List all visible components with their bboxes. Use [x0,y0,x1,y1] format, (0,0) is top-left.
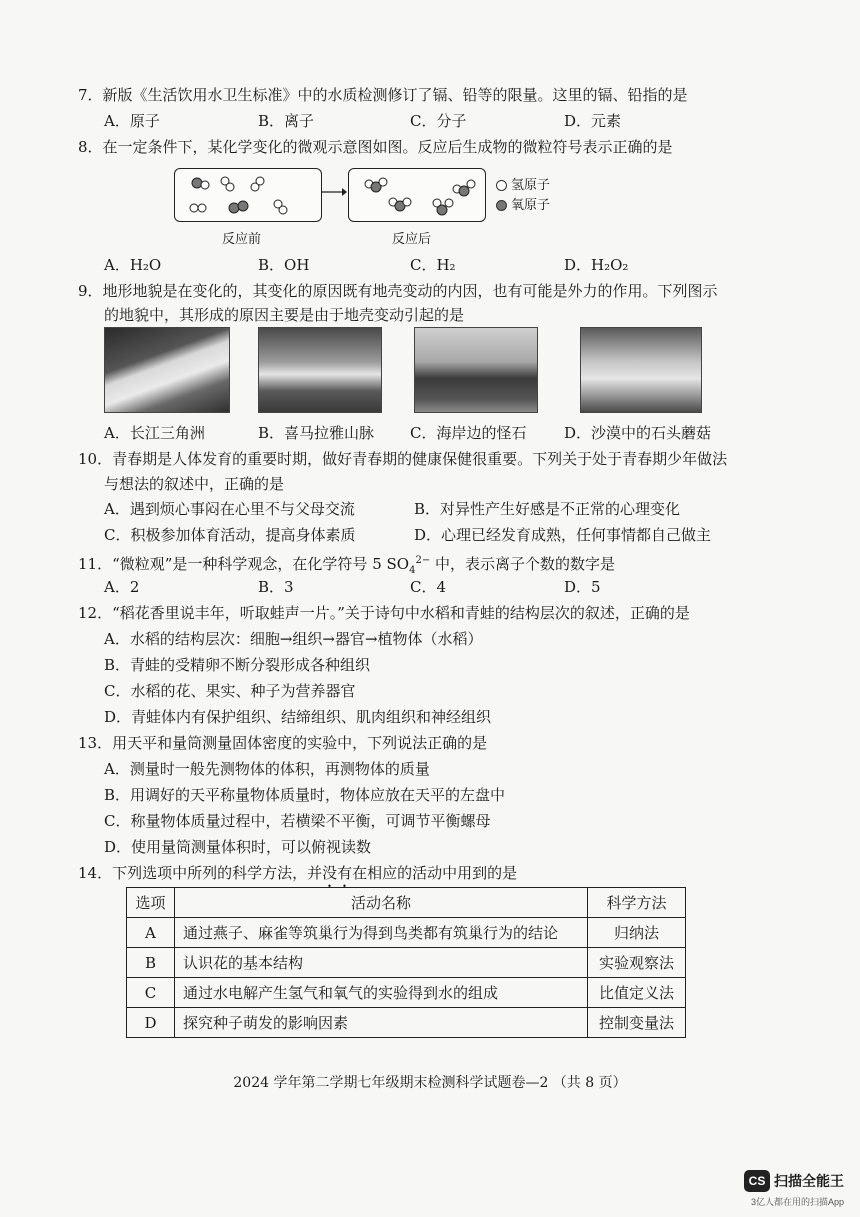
header-method: 科学方法 [588,888,686,918]
question-13-stem: 13．用天平和量筒测量固体密度的实验中，下列说法正确的是 [78,734,488,752]
table-row[interactable] [127,978,686,1008]
q11-superscript: 2− [415,555,431,566]
q13-option-d[interactable]: D．使用量筒测量体积时，可以俯视读数 [104,838,372,856]
before-molecules-diagram [175,169,321,221]
q9-option-b[interactable]: B．喜马拉雅山脉 [258,424,375,442]
q13-option-b[interactable]: B．用调好的天平称量物体质量时，物体应放在天平的左盘中 [104,786,506,804]
question-10-options-row2 [104,522,744,548]
q7-option-b[interactable]: B．离子 [258,112,315,130]
header-option: 选项 [127,888,175,918]
q8-option-c[interactable]: C．H₂ [410,256,456,274]
row-d-activity: 探究种子萌发的影响因素 [174,1008,587,1038]
table-header-row [127,888,686,918]
reaction-arrow-icon [320,186,348,198]
coastal-rocks-photo [414,327,538,413]
himalaya-photo [258,327,382,413]
row-c-option: C [127,978,175,1008]
legend-hydrogen-label: 氢原子 [511,178,551,193]
legend-oxygen-label: 氧原子 [511,198,551,213]
q8-option-d[interactable]: D．H₂O₂ [564,256,629,274]
q11-stem-post: 中，表示离子个数的数字是 [430,555,615,573]
atom-legend [496,176,550,216]
hydrogen-atom-icon [496,180,507,191]
q8-option-b[interactable]: B．OH [258,256,310,274]
row-a-activity: 通过燕子、麻雀等筑巢行为得到鸟类都有筑巢行为的结论 [174,918,587,948]
q11-option-b[interactable]: B．3 [258,578,294,596]
row-c-method: 比值定义法 [588,978,686,1008]
q11-stem-pre: 11．“微粒观”是一种科学观念，在化学符号 5 SO [78,555,410,573]
question-10-options-row1 [104,496,744,522]
row-b-method: 实验观察法 [588,948,686,978]
q11-option-a[interactable]: A．2 [104,578,140,596]
question-12-stem: 12．“稻花香里说丰年，听取蛙声一片。”关于诗句中水稻和青蛙的结构层次的叙述，正确的是 [78,604,690,622]
row-b-option: B [127,948,175,978]
row-d-option: D [127,1008,175,1038]
q12-option-b[interactable]: B．青蛙的受精卵不断分裂形成各种组织 [104,656,371,674]
question-7-options [104,108,744,134]
q9-option-a[interactable]: A．长江三角洲 [104,424,205,442]
q12-option-d[interactable]: D．青蛙体内有保护组织、结缔组织、肌肉组织和神经组织 [104,708,492,726]
q10-option-a[interactable]: A．遇到烦心事闷在心里不与父母交流 [104,500,355,518]
table-row[interactable] [127,948,686,978]
q7-option-c[interactable]: C．分子 [410,112,467,130]
question-9-options [104,420,744,446]
q14-stem-emphasis: 没有 [322,864,353,882]
q7-option-d[interactable]: D．元素 [564,112,622,130]
q12-option-a[interactable]: A．水稻的结构层次：细胞→组织→器官→植物体（水稻） [104,630,483,648]
q10-option-c[interactable]: C．积极参加体育活动，提高身体素质 [104,526,356,544]
question-8-stem: 8．在一定条件下，某化学变化的微观示意图如图。反应后生成物的微粒符号表示正确的是 [78,138,673,156]
desert-mushroom-rock-photo [580,327,702,413]
after-reaction-box [348,168,486,222]
q9-option-c[interactable]: C．海岸边的怪石 [410,424,527,442]
question-9-stem-line2: 的地貌中，其形成的原因主要是由于地壳变动引起的是 [104,306,465,324]
q8-option-a[interactable]: A．H₂O [104,256,162,274]
methods-table [126,887,686,1038]
q11-subscript: 4 [409,565,416,576]
q14-stem-post: 在相应的活动中用到的是 [352,864,518,882]
after-reaction-caption: 反应后 [392,232,432,247]
question-10-stem-line1: 10．青春期是人体发育的重要时期，做好青春期的健康保健很重要。下列关于处于青春期少年做法 [78,450,728,468]
brand-tagline: 3亿人都在用的扫描App [750,1197,844,1207]
yangtze-delta-photo [104,327,230,413]
row-d-method: 控制变量法 [588,1008,686,1038]
row-a-option: A [127,918,175,948]
after-molecules-diagram [349,169,485,221]
q10-option-d[interactable]: D．心理已经发育成熟，任何事情都自己做主 [414,526,712,544]
q10-option-b[interactable]: B．对异性产生好感是不正常的心理变化 [414,500,681,518]
question-8-options [104,252,744,278]
question-10-stem-line2: 与想法的叙述中，正确的是 [104,475,285,493]
q11-option-c[interactable]: C．4 [410,578,447,596]
q7-option-a[interactable]: A．原子 [104,112,160,130]
row-b-activity: 认识花的基本结构 [174,948,587,978]
before-reaction-caption: 反应前 [222,232,262,247]
before-reaction-box [174,168,322,222]
header-activity: 活动名称 [174,888,587,918]
table-row[interactable] [127,1008,686,1038]
scanner-watermark [744,1170,844,1208]
question-11-options [104,574,744,600]
page-footer: 2024 学年第二学期七年级期末检测科学试题卷—2 （共 8 页） [233,1075,627,1091]
question-9-stem-line1: 9．地形地貌是在变化的，其变化的原因既有地壳变动的内因，也有可能是外力的作用。下列图示 [78,282,718,300]
table-row[interactable] [127,918,686,948]
q9-option-d[interactable]: D．沙漠中的石头蘑菇 [564,424,712,442]
brand-name: 扫描全能王 [774,1173,844,1189]
row-a-method: 归纳法 [588,918,686,948]
q12-option-c[interactable]: C．水稻的花、果实、种子为营养器官 [104,682,356,700]
question-7-stem: 7．新版《生活饮用水卫生标准》中的水质检测修订了镉、铅等的限量。这里的镉、铅指的是 [78,86,688,104]
row-c-activity: 通过水电解产生氢气和氧气的实验得到水的组成 [174,978,587,1008]
oxygen-atom-icon [496,200,507,211]
q13-option-c[interactable]: C．称量物体质量过程中，若横梁不平衡，可调节平衡螺母 [104,812,491,830]
q13-option-a[interactable]: A．测量时一般先测物体的体积，再测物体的质量 [104,760,430,778]
q14-stem-pre: 14．下列选项中所列的科学方法，并 [78,864,323,882]
cs-logo-icon: CS [744,1170,770,1192]
q11-option-d[interactable]: D．5 [564,578,601,596]
